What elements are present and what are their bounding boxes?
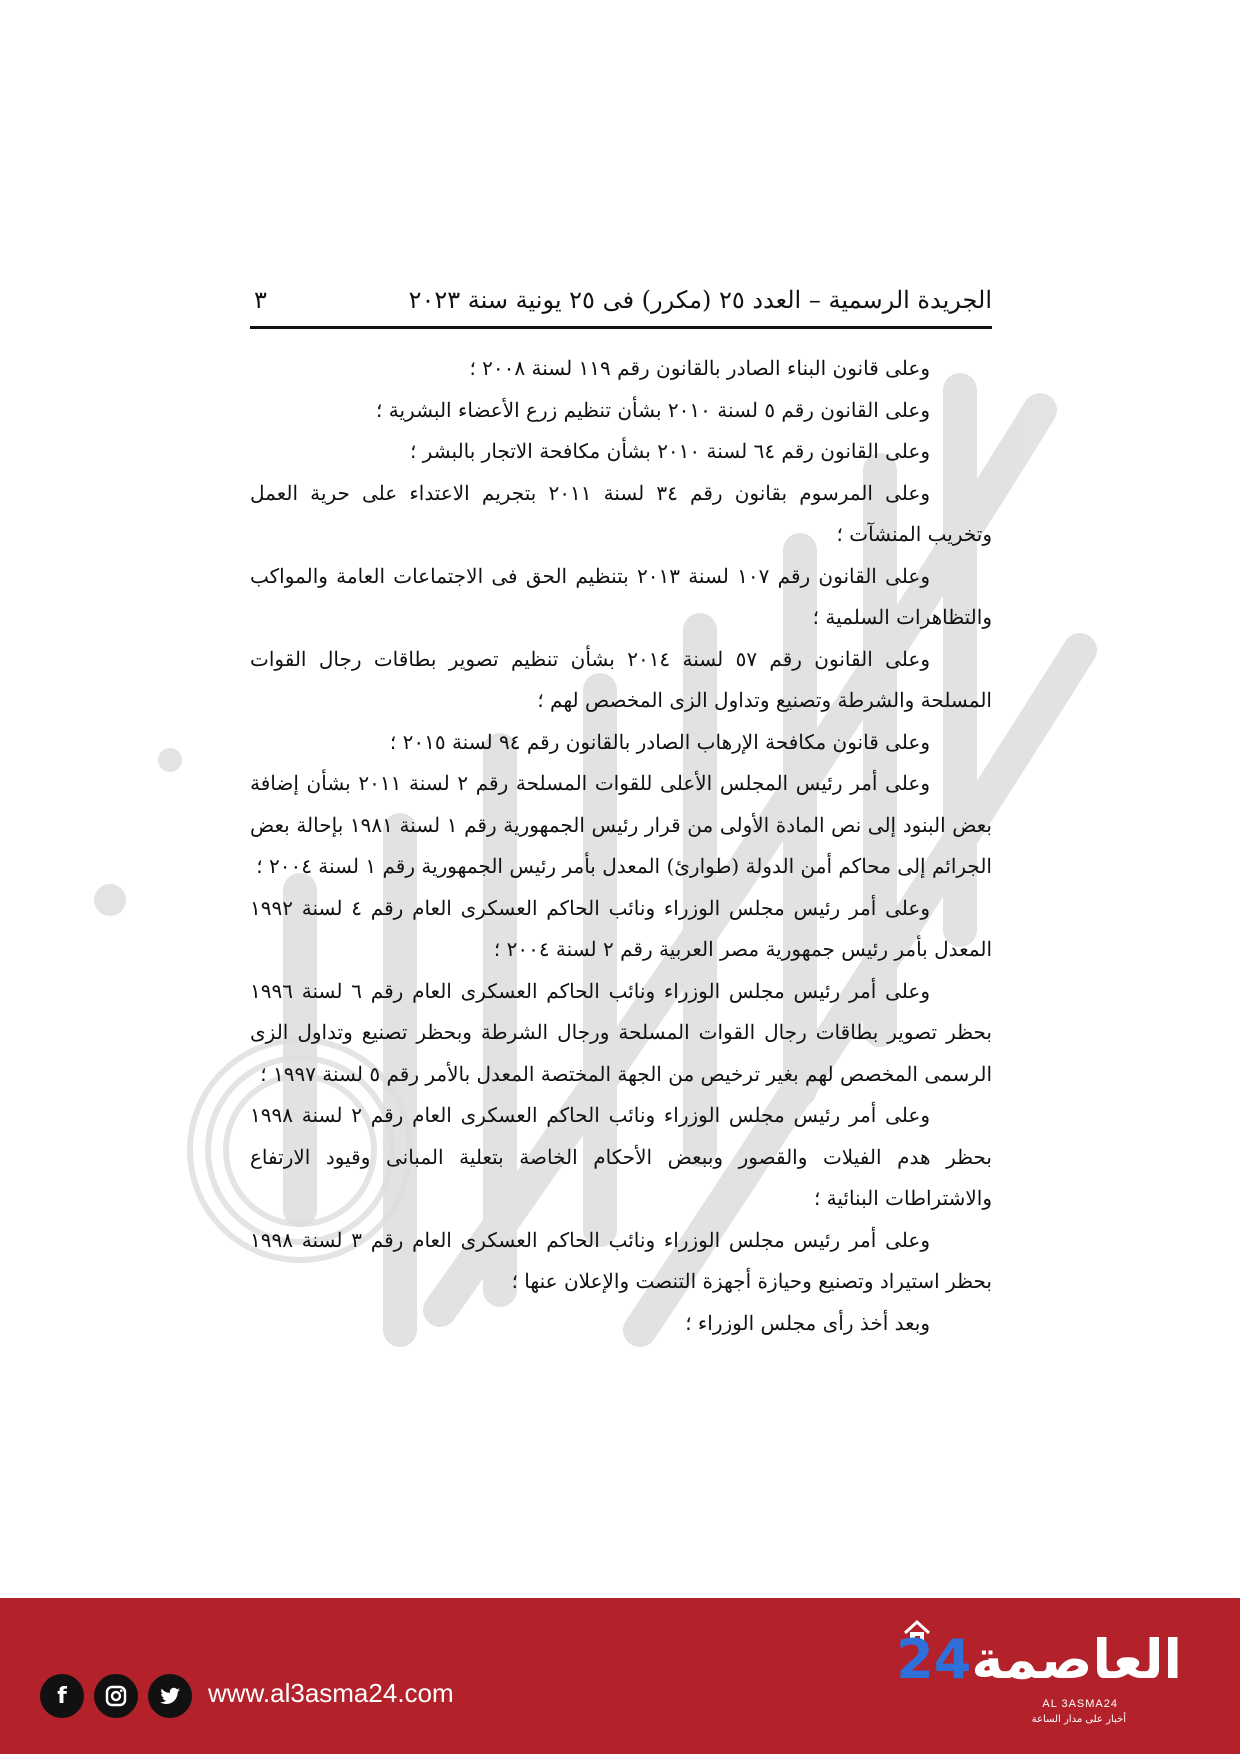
paragraph: وعلى القانون رقم ٥ لسنة ٢٠١٠ بشأن تنظيم زرع الأعضاء البشرية ؛: [376, 397, 930, 422]
website-link[interactable]: www.al3asma24.com: [208, 1678, 454, 1708]
document-body: [250, 348, 992, 1344]
paragraph: وعلى أمر رئيس مجلس الوزراء ونائب الحاكم العسكرى العام رقم ٦ لسنة ١٩٩٦ بحظر تصوير بطاقات رجال القوات المسلحة ورجال الشرطة وبحظر تصنيع وتداول الزى الرسمى المخصص لهم بغير ترخيص من الجهة المختصة المعدل بالأمر رقم ٥ لسنة ١٩٩٧ ؛: [250, 978, 992, 1086]
logo-wordmark: [896, 1628, 1182, 1691]
facebook-icon[interactable]: f: [40, 1674, 84, 1718]
paragraph: وعلى أمر رئيس مجلس الوزراء ونائب الحاكم العسكرى العام رقم ٢ لسنة ١٩٩٨ بحظر هدم الفيلات والقصور وببعض الأحكام الخاصة بتعلية المبانى وقيود الارتفاع والاشتراطات البنائية ؛: [250, 1103, 992, 1210]
paragraph: وعلى أمر رئيس المجلس الأعلى للقوات المسلحة رقم ٢ لسنة ٢٠١١ بشأن إضافة بعض البنود إلى نص المادة الأولى من قرار رئيس الجمهورية رقم ١ لسنة ١٩٨١ بإحالة بعض الجرائم إلى محاكم أمن الدولة (طوارئ) المعدل بأمر رئيس الجمهورية رقم ١ لسنة ٢٠٠٤ ؛: [250, 771, 992, 878]
paragraph: وعلى أمر رئيس مجلس الوزراء ونائب الحاكم العسكرى العام رقم ٣ لسنة ١٩٩٨ بحظر استيراد وتصنيع وحيازة أجهزة التنصت والإعلان عنها ؛: [250, 1227, 992, 1293]
site-logo: [892, 1618, 1182, 1742]
paragraph: وعلى القانون رقم ٥٧ لسنة ٢٠١٤ بشأن تنظيم تصوير بطاقات رجال القوات المسلحة والشرطة وتصنيع وتداول الزى المخصص لهم ؛: [250, 646, 992, 712]
logo-tagline: أخبار على مدار الساعة: [1031, 1714, 1126, 1725]
gazette-title: الجريدة الرسمية – العدد ٢٥ (مكرر) فى ٢٥ يونية سنة ٢٠٢٣: [408, 286, 992, 314]
paragraph: وعلى قانون مكافحة الإرهاب الصادر بالقانون رقم ٩٤ لسنة ٢٠١٥ ؛: [389, 729, 930, 754]
paragraph: وعلى القانون رقم ٦٤ لسنة ٢٠١٠ بشأن مكافحة الاتجار بالبشر ؛: [409, 439, 930, 463]
paragraph: وعلى قانون البناء الصادر بالقانون رقم ١١٩ لسنة ٢٠٠٨ ؛: [469, 356, 930, 380]
paragraph: وعلى القانون رقم ١٠٧ لسنة ٢٠١٣ بتنظيم الحق فى الاجتماعات العامة والمواكب والتظاهرات السلمية ؛: [250, 563, 992, 629]
paragraph: وبعد أخذ رأى مجلس الوزراء ؛: [685, 1310, 930, 1335]
footer-banner: [0, 1598, 1240, 1754]
instagram-icon[interactable]: [94, 1674, 138, 1718]
logo-number: 24: [896, 1628, 972, 1691]
logo-latin-text: AL 3ASMA24: [1042, 1698, 1118, 1710]
paragraph: وعلى المرسوم بقانون رقم ٣٤ لسنة ٢٠١١ بتجريم الاعتداء على حرية العمل وتخريب المنشآت ؛: [250, 480, 992, 546]
paragraph: وعلى أمر رئيس مجلس الوزراء ونائب الحاكم العسكرى العام رقم ٤ لسنة ١٩٩٢ المعدل بأمر رئيس جمهورية مصر العربية رقم ٢ لسنة ٢٠٠٤ ؛: [250, 895, 992, 961]
social-links: [40, 1674, 192, 1718]
twitter-icon[interactable]: [148, 1674, 192, 1718]
page-header: [250, 282, 992, 329]
logo-text: العاصمة: [971, 1628, 1182, 1691]
page-number: ٣: [254, 286, 267, 314]
